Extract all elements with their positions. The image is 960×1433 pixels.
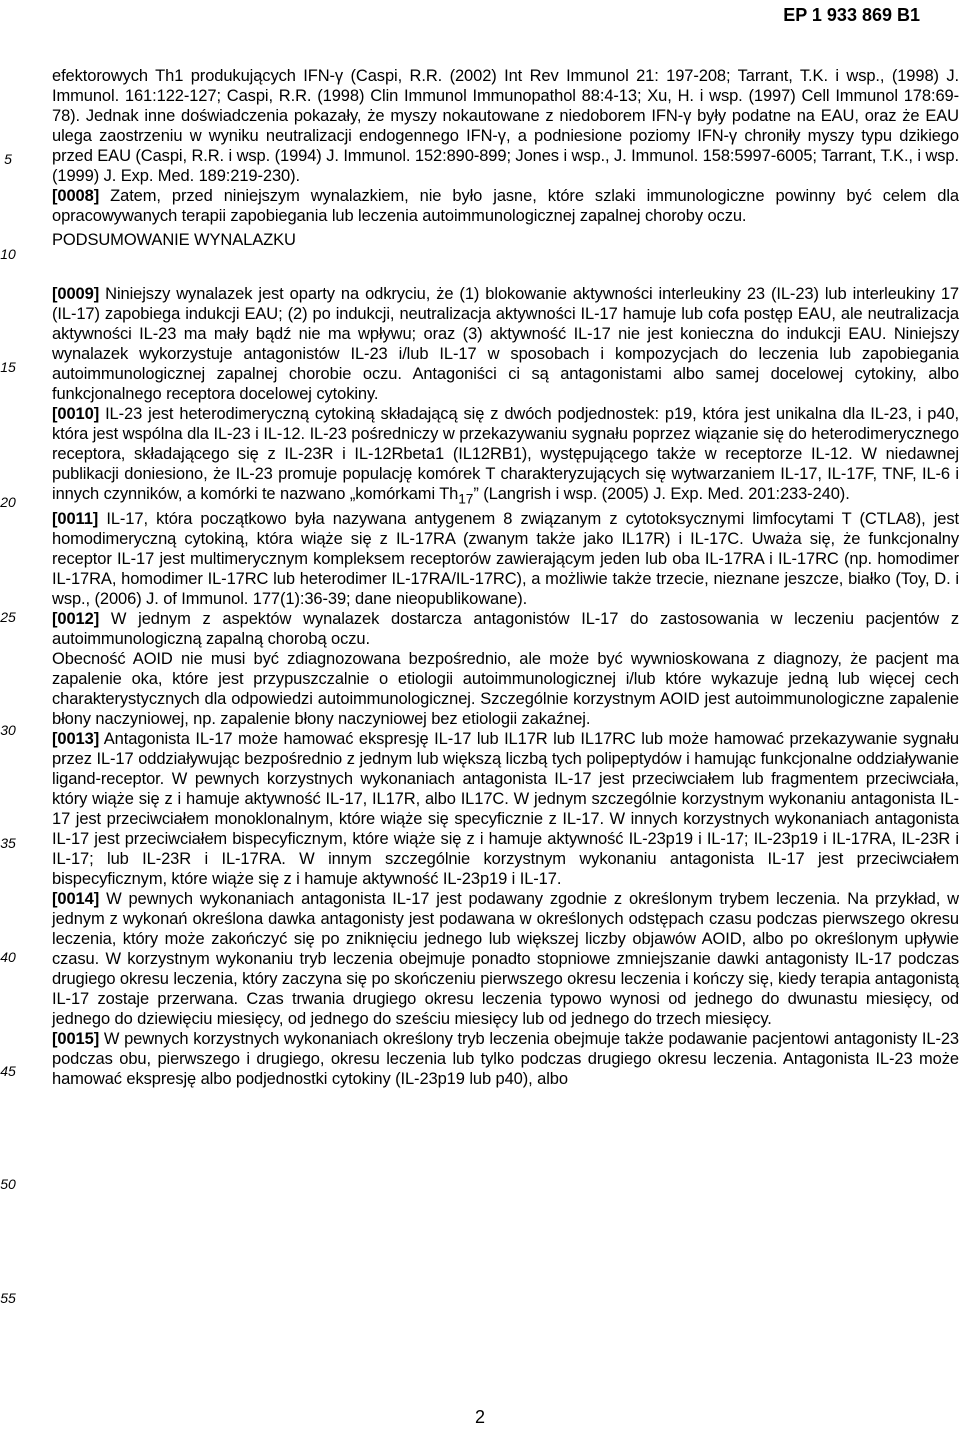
line-number: 15 (0, 359, 16, 375)
patent-number: EP 1 933 869 B1 (783, 5, 920, 25)
paragraph-text-continued: ” (Langrish i wsp. (2005) J. Exp. Med. 201:233-240). (473, 485, 850, 503)
body-text (52, 66, 959, 1089)
line-number: 50 (0, 1176, 16, 1192)
line-number: 10 (0, 246, 16, 262)
paragraph-text: Antagonista IL-17 może hamować ekspresję IL-17 lub IL17R lub IL17RC lub może hamować przekazywanie sygnału przez IL-17 oddziaływując bezpośrednio z jednym lub większą liczbą tych polipeptydów i hamując funkcjonalne oddziaływanie ligand-receptor. W pewnych korzystnych wykonaniach antagonista IL-17 jest przeciwciałem lub fragmentem przeciwciała, który wiąże się z i hamuje aktywność IL-17, IL17R, albo IL17C. W jednym szczególnie korzystnym wykonaniu antagonista IL-17 jest przeciwciałem monoklonalnym, które wiąże się specyficznie z IL-17. W innych korzystnych wykonaniach antagonista IL-17 jest przeciwciałem bispecyficznym, które wiąże się z i hamuje aktywność IL-23p19 i IL-17; IL-23p19 i IL-17RA, IL-23R i IL-17; lub IL-23R i IL-17RA. W innym szczególnie korzystnym wykonaniu antagonista IL-17 jest przeciwciałem bispecyficznym, które wiąże się z i hamuje aktywność IL-23p19 i IL-17. (52, 730, 960, 889)
line-number: 40 (0, 949, 16, 965)
paragraph-text: W pewnych wykonaniach antagonista IL-17 jest podawany zgodnie z określonym trybem leczenia. Na przykład, w jednym z wykonań określona dawka antagonisty jest podawana w określonych odstępach czasu podczas pierwszego okresu leczenia, który może zakończyć się po zniknięciu jednego lub większej liczby objawów AOID, albo po określonym upływie czasu. W korzystnym wykonaniu tryb leczenia obejmuje ponadto stopniowe zmniejszanie dawki antagonisty IL-17 podczas drugiego okresu leczenia, który zaczyna się po skończeniu pierwszego okresu leczenia i kończy się, kiedy terapia antagonistą IL-17 zostaje przerwana. Czas trwania drugiego okresu leczenia typowo wynosi od jednego do dwunastu miesięcy, od jednego do dziewięciu miesięcy, od jednego do sześciu miesięcy lub od jednego do trzech miesięcy. (52, 890, 959, 1029)
paragraph-0012 (52, 609, 959, 649)
line-number: 20 (0, 494, 16, 510)
paragraph-0013 (52, 729, 959, 889)
paragraph-0011 (52, 509, 959, 609)
line-number: 30 (0, 722, 16, 738)
paragraph-number: [0010] (52, 405, 100, 423)
continuation-paragraph: efektorowych Th1 produkujących IFN-γ (Caspi, R.R. (2002) Int Rev Immunol 21: 197-208; Tarrant, T.K. i wsp., (1998) J. Immunol. 161:122-127; Caspi, R.R. (1998) Clin Immunol Immunopathol 88:4-13; Xu, H. i wsp. (1997) Cell Immunol 178:69-78). Jednak inne doświadczenia pokazały, że myszy nokautowane z niedoborem IFN-γ były podatne na EAU, oraz że EAU ulega zaostrzeniu w wyniku neutralizacji endogennego IFN-γ, a podniesione poziomy IFN-γ chroniły myszy typu dzikiego przed EAU (Caspi, R.R. i wsp. (1994) J. Immunol. 152:890-899; Jones i wsp., J. Immunol. 158:5997-6005; Tarrant, T.K., i wsp. (1999) J. Exp. Med. 189:219-230). (52, 67, 959, 185)
line-number: 35 (0, 835, 16, 851)
paragraph-text: IL-23 jest heterodimeryczną cytokiną składającą się z dwóch podjednostek: p19, która jest unikalna dla IL-23, i p40, która jest wspólna dla IL-23 i IL-12. IL-23 pośredniczy w przekazywaniu sygnału poprzez wiązanie się do heterodimerycznego receptora, składającego się z IL-23R i IL-12Rbeta1 (IL12RB1), występującego także w receptorze IL-12. W niedawnej publikacji doniesiono, że IL-23 promuje populację komórek T charakteryzujących się wytwarzaniem IL-17, IL-17F, TNF, IL-6 i innych czynników, a komórki te nazwano „komórkami Th (52, 405, 960, 503)
paragraph-0008 (52, 186, 959, 226)
paragraph-0012-continued: Obecność AOID nie musi być zdiagnozowana bezpośrednio, ale może być wywnioskowana z diagnozy, że pacjent ma zapalenie oka, które jest przypuszczalnie o etiologii autoimmunologicznej i/lub które wykazuje jedną lub więcej cech charakterystycznych dla odpowiedzi autoimmunologicznej. Szczególnie korzystnym AOID jest autoimmunologiczne zapalenie błony naczyniowej, np. zapalenie błony naczyniowej bez etiologii zakaźnej. (52, 650, 959, 729)
paragraph-number: [0012] (52, 610, 100, 629)
paragraph-number: [0015] (52, 1030, 100, 1049)
paragraph-text: W jednym z aspektów wynalazek dostarcza antagonistów IL-17 do zastosowania w leczeniu pacjentów z autoimmunologiczną zapalną chorobą oczu. (52, 610, 959, 649)
paragraph-number: [0014] (52, 890, 100, 909)
paragraph-text: Niniejszy wynalazek jest oparty na odkryciu, że (1) blokowanie aktywności interleukiny 23 (IL-23) lub interleukiny 17 (IL-17) zapobiega indukcji EAU; (2) po indukcji, neutralizacja aktywności IL-17 hamuje lub cofa postęp EAU, ale neutralizacja aktywności IL-23 ma mały bądź nie ma wpływu; oraz (3) aktywność IL-17 nie jest konieczna do indukcji EAU. Niniejszy wynalazek wykorzystuje antagonistów IL-23 i/lub IL-17 w sposobach i kompozycjach do leczenia lub zapobiegania autoimmunologicznej zapalnej chorobie oczu. Antagoniści ci są antagonistami albo samej docelowej cytokiny, albo funkcjonalnego receptora docelowej cytokiny. (52, 285, 960, 403)
paragraph-0010 (52, 404, 959, 509)
paragraph-0009 (52, 284, 959, 404)
paragraph-0014 (52, 889, 959, 1029)
line-number: 45 (0, 1063, 16, 1079)
line-number: 25 (0, 609, 16, 625)
paragraph-text: W pewnych korzystnych wykonaniach określony tryb leczenia obejmuje także podawanie pacjentowi antagonisty IL-23 podczas obu, pierwszego i drugiego, okresu leczenia lub tylko podczas drugiego okresu leczenia. Antagonista IL-23 może hamować ekspresję albo podjednostki cytokiny (IL-23p19 lub p40), albo (52, 1030, 959, 1089)
paragraph-number: [0009] (52, 285, 100, 303)
section-heading: PODSUMOWANIE WYNALAZKU (52, 231, 296, 249)
subscript: 17 (458, 491, 474, 507)
line-number: 5 (4, 151, 12, 167)
paragraph-text: Zatem, przed niniejszym wynalazkiem, nie było jasne, które szlaki immunologiczne powinny być celem dla opracowywanych terapii zapobiegania lub leczenia autoimmunologicznej zapalnej choroby oczu. (52, 187, 960, 225)
paragraph-number: [0008] (52, 187, 100, 205)
paragraph-number: [0013] (52, 730, 100, 749)
paragraph-0015 (52, 1029, 959, 1089)
paragraph-text: IL-17, która początkowo była nazywana antygenem 8 związanym z cytotoksycznymi limfocytami T (CTLA8), jest homodimeryczną cytokiną, która wiąże się z IL-17RA (zwanym także jako IL17R) i IL-17C. Uważa się, że funkcjonalny receptor IL-17 jest multimerycznym kompleksem receptorów zawierającym jeden lub oba IL-17RA i IL-17RC (np. homodimer IL-17RA, homodimer IL-17RC lub heterodimer IL-17RA/IL-17RC), a możliwie także trzecie, nieznane jeszcze, białko (Toy, D. i wsp., (2006) J. of Immunol. 177(1):36-39; dane nieopublikowane). (52, 510, 960, 609)
line-number: 55 (0, 1290, 16, 1306)
page-number: 2 (474, 1407, 485, 1427)
paragraph-number: [0011] (52, 510, 99, 529)
